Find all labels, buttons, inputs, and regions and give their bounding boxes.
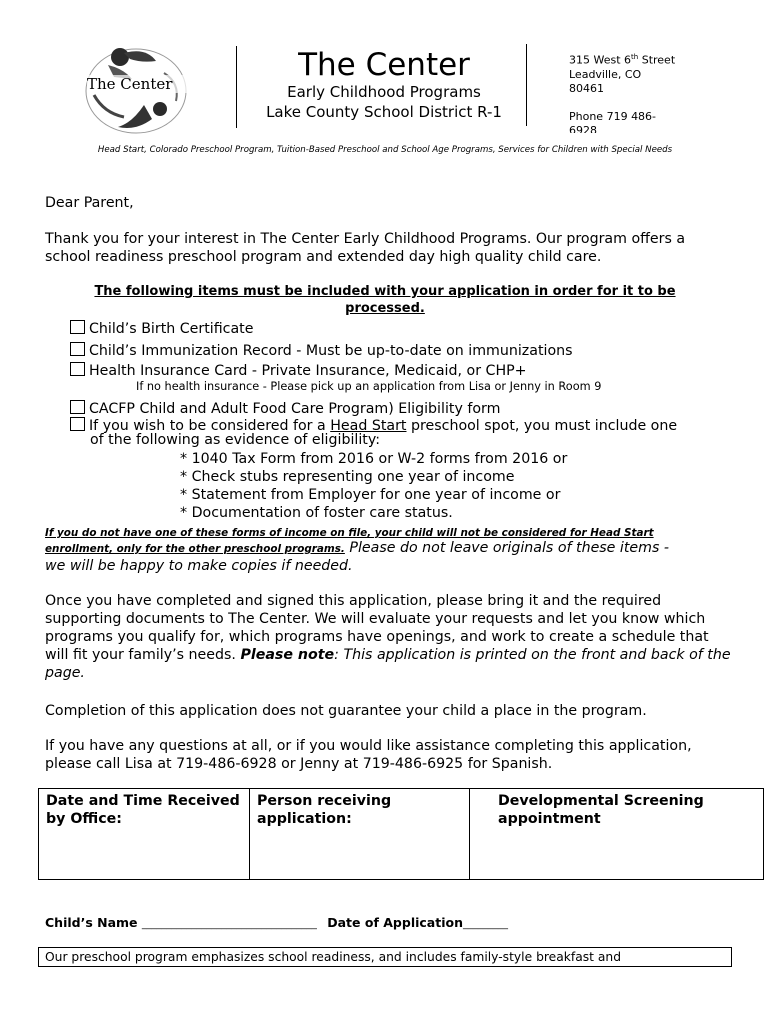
head-start-warning-line1: If you do not have one of these forms of income on file, your child will not be considered for Head Start bbox=[45, 527, 654, 539]
checklist-item-label: Child’s Birth Certificate bbox=[89, 321, 254, 337]
screening-appointment-cell bbox=[470, 789, 764, 880]
checkbox[interactable] bbox=[70, 320, 85, 334]
person-receiving-cell bbox=[250, 789, 470, 880]
address-street-sup: th bbox=[631, 53, 639, 61]
please-note-text: : This application is printed on the front and back of the page. bbox=[45, 647, 731, 681]
office-use-table bbox=[38, 788, 764, 880]
logo-text: The Center bbox=[87, 75, 187, 93]
page-title: The Center bbox=[298, 47, 470, 83]
checkbox[interactable] bbox=[70, 362, 85, 376]
evidence-tax-form: * 1040 Tax Form from 2016 or W-2 forms from 2016 or bbox=[180, 451, 568, 467]
address-city: Leadville, CO 80461 bbox=[569, 67, 642, 95]
address-street: 315 West 6 bbox=[569, 53, 632, 67]
evidence-foster-care: * Documentation of foster care status. bbox=[180, 505, 453, 521]
checklist-item-birth-certificate bbox=[70, 320, 253, 338]
checklist-item-immunization bbox=[70, 342, 573, 360]
head-start-warning-line2 bbox=[45, 539, 669, 558]
questions-paragraph: If you have any questions at all, or if you would like assistance completing this application, please call Lisa at 719-486-6928 or Jenny at 719-486-6925 for Spanish. bbox=[45, 738, 692, 772]
insurance-note: If no health insurance - Please pick up an application from Lisa or Jenny in Room 9 bbox=[136, 380, 602, 393]
completed-application-paragraph bbox=[45, 592, 735, 682]
warning-bold-text: enrollment, only for the other preschool programs. bbox=[45, 543, 345, 555]
requirements-heading: The following items must be included with your application in order for it to be processed. bbox=[94, 284, 676, 316]
date-of-application-label: Date of Application bbox=[327, 915, 463, 930]
evidence-employer-statement: * Statement from Employer for one year of income or bbox=[180, 487, 561, 503]
subtitle-programs: Early Childhood Programs bbox=[287, 83, 481, 101]
received-date-label: Date and Time Received by Office: bbox=[46, 793, 240, 827]
checklist-item-label: CACFP Child and Adult Food Care Program) Eligibility form bbox=[89, 401, 501, 417]
address-street-suffix: Street bbox=[638, 53, 676, 67]
checklist-item-insurance bbox=[70, 362, 527, 380]
copies-note-line2: we will be happy to make copies if needed. bbox=[45, 558, 353, 574]
intro-paragraph: Thank you for your interest in The Center Early Childhood Programs. Our program offers a school readiness preschool program and extended day high quality child care. bbox=[45, 231, 686, 265]
date-of-application-field[interactable]: _________ bbox=[462, 919, 508, 930]
screening-appointment-label: Developmental Screening appointment bbox=[498, 793, 704, 827]
checkbox[interactable] bbox=[70, 400, 85, 414]
completed-text: Once you have completed and signed this application, please bring it and the required supporting documents to The Center. We will evaluate your requests and let you know which programs you qualify for, which programs have openings, and work to create a schedule that will fit your family’s needs. bbox=[45, 593, 709, 663]
child-name-field[interactable]: ___________________________________ bbox=[141, 919, 317, 930]
head-start-link-text: Head Start bbox=[330, 418, 407, 434]
completion-disclaimer: Completion of this application does not guarantee your child a place in the program. bbox=[45, 703, 647, 719]
received-date-cell bbox=[39, 789, 250, 880]
checklist-item-label: Health Insurance Card - Private Insurance, Medicaid, or CHP+ bbox=[89, 363, 527, 379]
evidence-check-stubs: * Check stubs representing one year of income bbox=[180, 469, 515, 485]
subtitle-district: Lake County School District R-1 bbox=[266, 103, 502, 121]
checkbox[interactable] bbox=[70, 417, 85, 431]
program-description-box: Our preschool program emphasizes school readiness, and includes family-style breakfast and bbox=[38, 947, 732, 967]
person-receiving-label: Person receiving application: bbox=[257, 793, 392, 827]
program-tagline: Head Start, Colorado Preschool Program, Tuition-Based Preschool and School Age Programs, Services for Children with Special Needs bbox=[97, 145, 673, 155]
header-divider-left bbox=[236, 46, 237, 128]
contact-address bbox=[569, 50, 679, 133]
phone-number: Phone 719 486-6928 bbox=[569, 109, 657, 133]
checklist-item-label: Child’s Immunization Record - Must be up-to-date on immunizations bbox=[89, 343, 573, 359]
copies-note: Please do not leave originals of these items - bbox=[349, 540, 669, 556]
checklist-item-cacfp bbox=[70, 400, 500, 418]
center-logo bbox=[84, 43, 188, 135]
greeting: Dear Parent, bbox=[45, 195, 134, 211]
eligibility-intro: of the following as evidence of eligibility: bbox=[90, 432, 380, 448]
child-name-line bbox=[45, 915, 508, 930]
checklist-item-label-pre: If you wish to be considered for a bbox=[89, 418, 331, 434]
checkbox[interactable] bbox=[70, 342, 85, 356]
child-name-label: Child’s Name bbox=[45, 915, 138, 930]
please-note-label: Please note bbox=[240, 647, 335, 663]
checklist-item-label-post: preschool spot, you must include one bbox=[406, 418, 678, 434]
